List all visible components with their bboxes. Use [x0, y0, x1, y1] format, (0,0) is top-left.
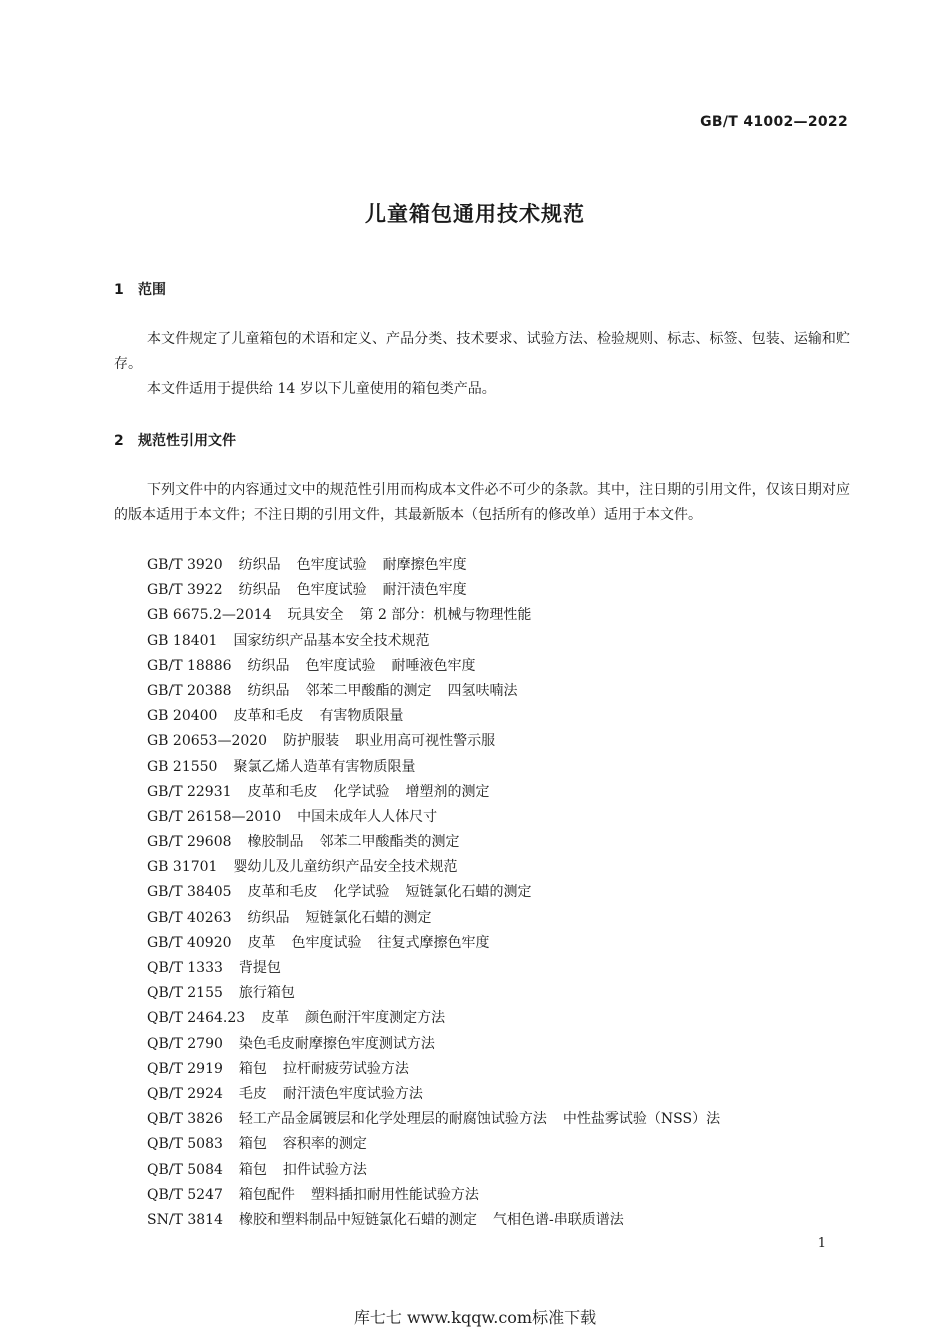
reference-code: QB/T 2790: [147, 1035, 223, 1052]
section-title: 范围: [138, 282, 166, 298]
reference-title-part: 轻工产品金属镀层和化学处理层的耐腐蚀试验方法: [238, 1111, 547, 1128]
reference-title-part: 箱包: [238, 1161, 267, 1178]
reference-code: QB/T 2919: [147, 1060, 223, 1077]
reference-item: [147, 1132, 736, 1157]
reference-title-part: 纺织品: [247, 682, 290, 699]
reference-item: [147, 1057, 736, 1082]
reference-item: [147, 578, 736, 603]
reference-title-part: 防护服装: [283, 733, 340, 750]
watermark: 库七七 www.kqqw.com标准下载: [353, 1308, 597, 1327]
reference-code: GB 20400: [147, 708, 218, 725]
reference-code: GB/T 20388: [147, 682, 232, 699]
reference-item: [147, 906, 736, 931]
reference-title-part: 第 2 部分：机械与物理性能: [359, 607, 532, 624]
reference-title-part: 皮革: [261, 1010, 290, 1027]
reference-title-part: 色牢度试验: [291, 934, 362, 951]
reference-item: [147, 1032, 736, 1057]
reference-title-part: 毛皮: [238, 1085, 267, 1102]
reference-item: [147, 880, 736, 905]
reference-item: [147, 830, 736, 855]
reference-title-part: 往复式摩擦色牢度: [377, 934, 490, 951]
reference-item: [147, 1208, 736, 1233]
reference-title-part: 纺织品: [238, 582, 281, 599]
reference-title-part: 气相色谱-串联质谱法: [492, 1211, 624, 1228]
section-number: 1: [114, 282, 124, 298]
reference-item: [147, 931, 736, 956]
reference-title-part: 化学试验: [333, 884, 390, 901]
reference-item: [147, 1082, 736, 1107]
reference-title-part: 耐唾液色牢度: [391, 657, 476, 674]
reference-title-part: 纺织品: [247, 657, 290, 674]
reference-code: QB/T 2924: [147, 1085, 223, 1102]
reference-code: GB/T 18886: [147, 657, 232, 674]
reference-code: GB/T 3920: [147, 557, 223, 573]
reference-item: [147, 704, 736, 729]
reference-title-part: 短链氯化石蜡的测定: [405, 884, 532, 901]
reference-title-part: 橡胶制品: [247, 834, 304, 851]
reference-item: [147, 1183, 736, 1208]
reference-title-part: 国家纺织产品基本安全技术规范: [233, 632, 430, 649]
reference-code: QB/T 5083: [147, 1136, 223, 1153]
reference-title-part: 色牢度试验: [305, 657, 376, 674]
reference-code: QB/T 2464.23: [147, 1010, 246, 1027]
reference-title-part: 染色毛皮耐摩擦色牢度测试方法: [238, 1035, 435, 1052]
reference-title-part: 色牢度试验: [296, 557, 367, 573]
reference-code: GB 21550: [147, 758, 218, 775]
reference-title-part: 化学试验: [333, 783, 390, 800]
reference-title-part: 增塑剂的测定: [405, 783, 490, 800]
reference-title-part: 婴幼儿及儿童纺织产品安全技术规范: [233, 859, 458, 876]
reference-title-part: 扣件试验方法: [282, 1161, 367, 1178]
reference-title-part: 背提包: [238, 960, 281, 976]
reference-title-part: 箱包: [238, 1060, 267, 1077]
section-1-heading: [114, 279, 166, 299]
document-title: 儿童箱包通用技术规范: [365, 202, 585, 226]
reference-item: [147, 654, 736, 679]
reference-title-part: 纺织品: [238, 557, 281, 573]
reference-title-part: 短链氯化石蜡的测定: [305, 909, 432, 926]
reference-item: [147, 981, 736, 1006]
section-2-heading: [114, 430, 236, 450]
reference-code: GB/T 3922: [147, 582, 223, 599]
reference-title-part: 邻苯二甲酸酯类的测定: [319, 834, 460, 851]
reference-item: [147, 1107, 736, 1132]
reference-title-part: 四氢呋喃法: [447, 682, 518, 699]
reference-item: [147, 679, 736, 704]
reference-item: [147, 956, 736, 981]
reference-code: GB 6675.2—2014: [147, 607, 272, 624]
reference-title-part: 箱包: [238, 1136, 267, 1153]
reference-title-part: 耐汗渍色牢度: [382, 582, 467, 599]
reference-code: QB/T 1333: [147, 960, 223, 976]
reference-item: [147, 805, 736, 830]
reference-item: [147, 1158, 736, 1183]
reference-title-part: 有害物质限量: [319, 708, 404, 725]
section-title: 规范性引用文件: [138, 433, 236, 449]
reference-title-part: 旅行箱包: [238, 985, 295, 1002]
reference-title-part: 耐摩擦色牢度: [382, 557, 467, 573]
reference-title-part: 塑料插扣耐用性能试验方法: [310, 1186, 479, 1203]
reference-item: [147, 855, 736, 880]
reference-item: [147, 553, 736, 578]
reference-title-part: 中性盐雾试验（NSS）法: [562, 1111, 721, 1128]
reference-code: GB/T 22931: [147, 783, 232, 800]
scope-paragraph-2: 本文件适用于提供给 14 岁以下儿童使用的箱包类产品。: [147, 381, 496, 397]
section-number: 2: [114, 433, 124, 449]
reference-title-part: 耐汗渍色牢度试验方法: [282, 1085, 423, 1102]
reference-code: QB/T 5247: [147, 1186, 223, 1203]
reference-title-part: 橡胶和塑料制品中短链氯化石蜡的测定: [238, 1211, 477, 1228]
reference-title-part: 色牢度试验: [296, 582, 367, 599]
reference-title-part: 颜色耐汗牢度测定方法: [305, 1010, 446, 1027]
reference-code: GB/T 26158—2010: [147, 808, 282, 825]
reference-title-part: 拉杆耐疲劳试验方法: [282, 1060, 409, 1077]
reference-title-part: 容积率的测定: [282, 1136, 367, 1153]
reference-title-part: 皮革和毛皮: [247, 884, 318, 901]
reference-code: GB 20653—2020: [147, 733, 268, 750]
reference-title-part: 皮革和毛皮: [233, 708, 304, 725]
reference-title-part: 箱包配件: [238, 1186, 295, 1203]
reference-title-part: 玩具安全: [287, 607, 344, 624]
reference-item: [147, 1006, 736, 1031]
reference-title-part: 邻苯二甲酸酯的测定: [305, 682, 432, 699]
reference-title-part: 纺织品: [247, 909, 290, 926]
reference-code: QB/T 5084: [147, 1161, 223, 1178]
reference-title-part: 聚氯乙烯人造革有害物质限量: [233, 758, 416, 775]
reference-code: GB/T 40920: [147, 934, 232, 951]
reference-code: GB 31701: [147, 859, 218, 876]
scope-paragraph-1: 本文件规定了儿童箱包的术语和定义、产品分类、技术要求、试验方法、检验规则、标志、标签、包装、运输和贮存。: [114, 331, 850, 372]
reference-code: QB/T 3826: [147, 1111, 223, 1128]
reference-item: [147, 780, 736, 805]
reference-item: [147, 603, 736, 628]
reference-code: GB/T 40263: [147, 909, 232, 926]
standard-code: GB/T 41002—2022: [700, 114, 848, 130]
reference-title-part: 皮革: [247, 934, 276, 951]
reference-title-part: 中国未成年人人体尺寸: [297, 808, 438, 825]
reference-title-part: 皮革和毛皮: [247, 783, 318, 800]
reference-item: [147, 755, 736, 780]
reference-code: GB/T 29608: [147, 834, 232, 851]
normative-refs-paragraph: 下列文件中的内容通过文中的规范性引用而构成本文件必不可少的条款。其中，注日期的引用文件，仅该日期对应的版本适用于本文件；不注日期的引用文件，其最新版本（包括所有的修改单）适用于本文件。: [114, 482, 850, 523]
reference-code: SN/T 3814: [147, 1211, 223, 1228]
reference-list: [147, 553, 736, 1233]
reference-title-part: 职业用高可视性警示服: [355, 733, 496, 750]
reference-code: GB/T 38405: [147, 884, 232, 901]
reference-code: QB/T 2155: [147, 985, 223, 1002]
page-number: 1: [817, 1236, 826, 1251]
reference-code: GB 18401: [147, 632, 218, 649]
reference-item: [147, 729, 736, 754]
reference-item: [147, 629, 736, 654]
